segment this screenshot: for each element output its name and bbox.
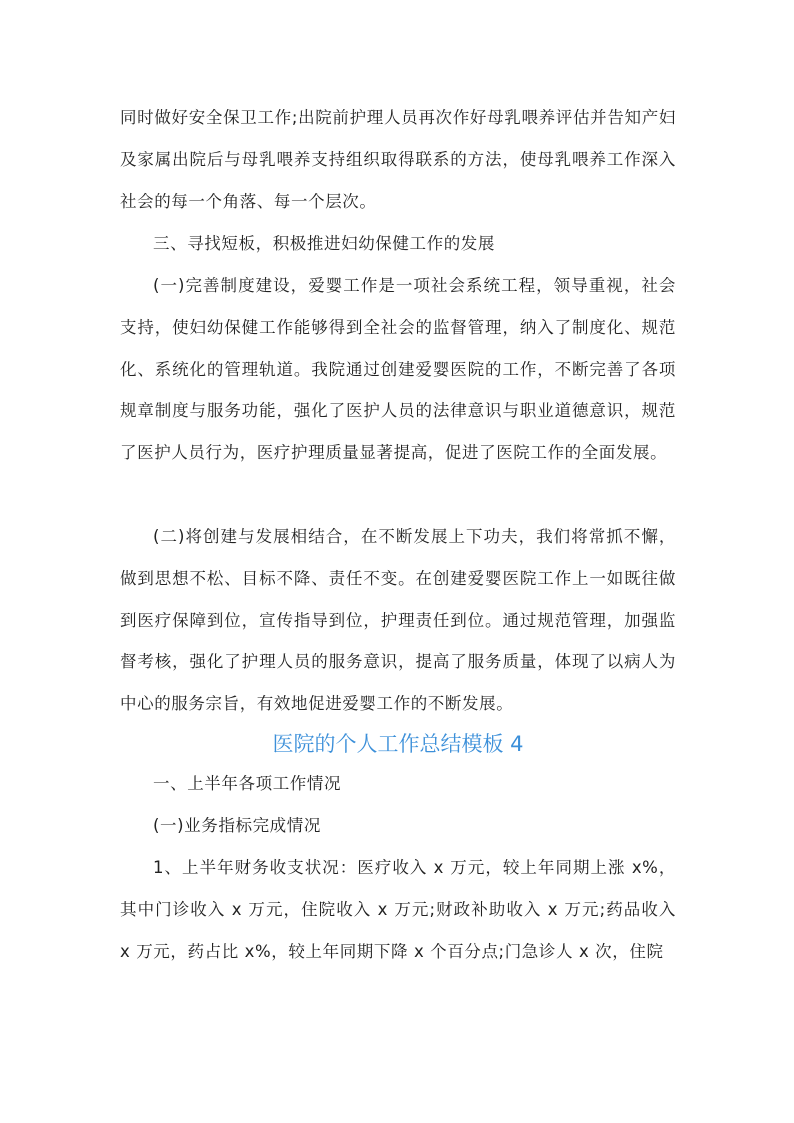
section-three-heading: 三、寻找短板，积极推进妇幼保健工作的发展	[153, 234, 495, 253]
subheading-first-half-work: 一、上半年各项工作情况	[153, 774, 342, 793]
paragraph-financial-status: 1、上半年财务收支状况：医疗收入 x 万元，较上年同期上涨 x%，其中门诊收入 x 万元，住院收入 x 万元;财政补助收入 x 万元;药品收入 x 万元，药占比 x%，较上年同期下降 x 个百分点;门急诊人 x 次，住院	[120, 858, 676, 961]
paragraph-development: (二)将创建与发展相结合，在不断发展上下功夫，我们将常抓不懈，做到思想不松、目标不降、责任不变。在创建爱婴医院工作上一如既往做到医疗保障到位，宣传指导到位，护理责任到位。通过规范管理，加强监督考核，强化了护理人员的服务意识，提高了服务质量，体现了以病人为中心的服务宗旨，有效地促进爱婴工作的不断发展。	[120, 527, 676, 714]
section-title: 医院的个人工作总结模板 4	[272, 732, 524, 756]
paragraph-system-building: (一)完善制度建设，爱婴工作是一项社会系统工程，领导重视，社会支持，使妇幼保健工作能够得到全社会的监督管理，纳入了制度化、规范化、系统化的管理轨道。我院通过创建爱婴医院的工作，不断完善了各项规章制度与服务功能，强化了医护人员的法律意识与职业道德意识，规范了医护人员行为，医疗护理质量显著提高，促进了医院工作的全面发展。	[120, 276, 676, 463]
subheading-business-indicators: (一)业务指标完成情况	[153, 816, 321, 835]
paragraph-continuation: 同时做好安全保卫工作;出院前护理人员再次作好母乳喂养评估并告知产妇及家属出院后与母乳喂养支持组织取得联系的方法，使母乳喂养工作深入社会的每一个角落、每一个层次。	[120, 108, 676, 211]
